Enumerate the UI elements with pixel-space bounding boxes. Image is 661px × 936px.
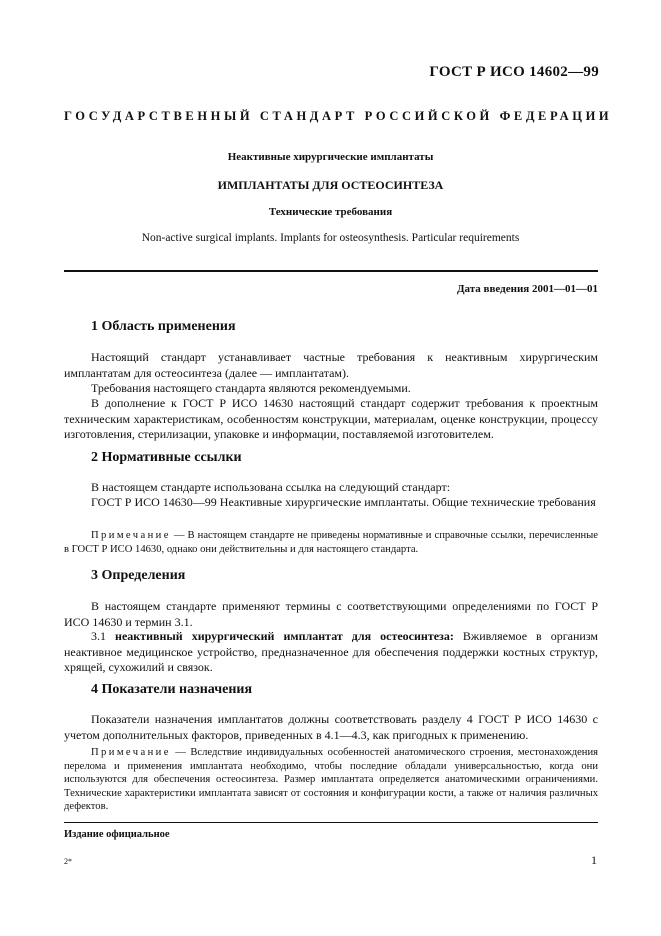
note-text: — Вследствие индивидуальных особенностей анатомического строения, местонахождения перелома и применения имплантата необходимо, чтобы последние обладали универсальностью, когда они используются для обеспечения остеосинтеза. Размер имплантата определяется анатомическими ограничениями. Технические характеристики имплантата зависят от состояния и конфигурации кости, а также от наличия различных дефектов. <box>64 747 598 812</box>
term-name: неактивный хирургический имплантат для остеосинтеза: <box>115 629 454 643</box>
edition-label: Издание официальное <box>64 829 170 840</box>
section-1-heading: 1 Область применения <box>91 319 236 334</box>
title-english: Non-active surgical implants. Implants for osteosynthesis. Particular requirements <box>141 232 520 244</box>
section-1-paragraph-2: Требования настоящего стандарта являются рекомендуемыми. <box>91 381 411 395</box>
note-label: Примечание <box>91 530 171 541</box>
term-number: 3.1 <box>91 629 116 643</box>
introduction-date: Дата введения 2001—01—01 <box>456 283 598 295</box>
title-main: ИМПЛАНТАТЫ ДЛЯ ОСТЕОСИНТЕЗА <box>217 178 444 192</box>
note-label: Примечание <box>91 747 171 758</box>
page-number: 1 <box>591 853 597 867</box>
title-category: Неактивные хирургические имплантаты <box>227 151 434 163</box>
signature-mark: 2* <box>64 857 72 866</box>
section-4-note <box>64 746 598 814</box>
document-code: ГОСТ Р ИСО 14602—99 <box>429 64 599 80</box>
section-2-heading: 2 Нормативные ссылки <box>91 450 242 465</box>
title-subtitle: Технические требования <box>268 206 393 218</box>
section-1-paragraph-1: Настоящий стандарт устанавливает частные требования к неактивным хирургическим имплантатам для остеосинтеза (далее — имплантатам). <box>64 350 598 380</box>
section-4-paragraph-1: Показатели назначения имплантатов должны соответствовать разделу 4 ГОСТ Р ИСО 14630 с учетом дополнительных факторов, приведенных в 4.1—4.3, как пригодных к применению. <box>64 712 598 742</box>
section-3-term-definition <box>64 629 598 676</box>
state-standard-title: ГОСУДАРСТВЕННЫЙ СТАНДАРТ РОССИЙСКОЙ ФЕДЕРАЦИИ <box>64 109 613 123</box>
section-3-paragraph-1: В настоящем стандарте применяют термины с соответствующими определениями по ГОСТ Р ИСО 14630 и термин 3.1. <box>64 599 598 629</box>
term-definition-text: Вживляемое в организм неактивное медицинское устройство, предназначенное для обеспечения поддержки костных структур, хрящей, сухожилий и связок. <box>64 629 599 674</box>
note-text: — В настоящем стандарте не приведены нормативные и справочные ссылки, перечисленные в ГОСТ Р ИСО 14630, однако они действительны и для настоящего стандарта. <box>64 530 598 555</box>
footer-divider <box>64 822 598 823</box>
section-1-paragraph-3: В дополнение к ГОСТ Р ИСО 14630 настоящий стандарт содержит требования к проектным техническим характеристикам, особенностям конструкции, материалам, оценке конструкции, процессу изготовления, стерилизации, упаковке и информации, поставляемой изготовителем. <box>64 396 598 441</box>
section-3-heading: 3 Определения <box>91 568 186 583</box>
title-divider <box>64 270 598 272</box>
section-2-reference: ГОСТ Р ИСО 14630—99 Неактивные хирургические имплантаты. Общие технические требования <box>91 495 596 509</box>
section-2-note <box>64 529 598 556</box>
section-4-heading: 4 Показатели назначения <box>91 682 253 697</box>
section-2-paragraph-1: В настоящем стандарте использована ссылка на следующий стандарт: <box>91 480 451 494</box>
